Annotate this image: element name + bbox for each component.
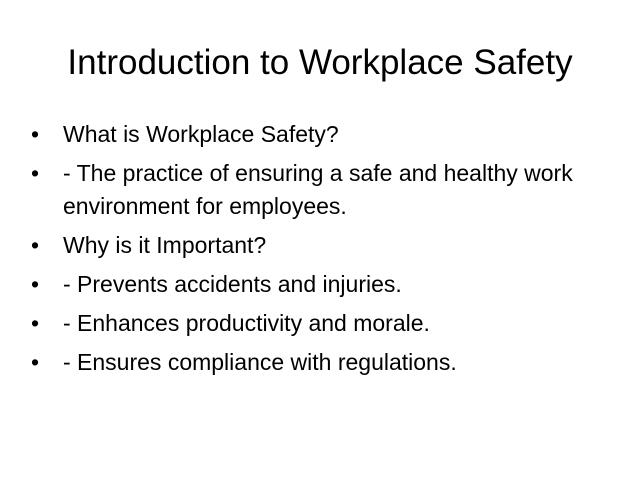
bullet-text: - Prevents accidents and injuries. [63,271,402,297]
bullet-dot-icon: • [31,160,40,186]
bullet-text: Why is it Important? [63,232,267,258]
bullet-item-1 [31,118,611,151]
bullet-item-5 [31,307,611,340]
bullet-dot-icon: • [31,349,40,375]
bullet-dot-icon: • [31,121,40,147]
bullet-item-6 [31,346,611,379]
slide-title: Introduction to Workplace Safety [67,43,573,82]
bullet-text: What is Workplace Safety? [63,121,339,147]
bullet-item-3 [31,229,611,262]
bullet-dot-icon: • [31,232,40,258]
bullet-dot-icon: • [31,271,40,297]
bullet-list [31,118,611,385]
bullet-text: - The practice of ensuring a safe and healthy work environment for employees. [63,160,573,219]
bullet-text: - Enhances productivity and morale. [63,310,430,336]
bullet-item-2 [31,157,611,223]
bullet-text: - Ensures compliance with regulations. [63,349,457,375]
bullet-dot-icon: • [31,310,40,336]
bullet-item-4 [31,268,611,301]
